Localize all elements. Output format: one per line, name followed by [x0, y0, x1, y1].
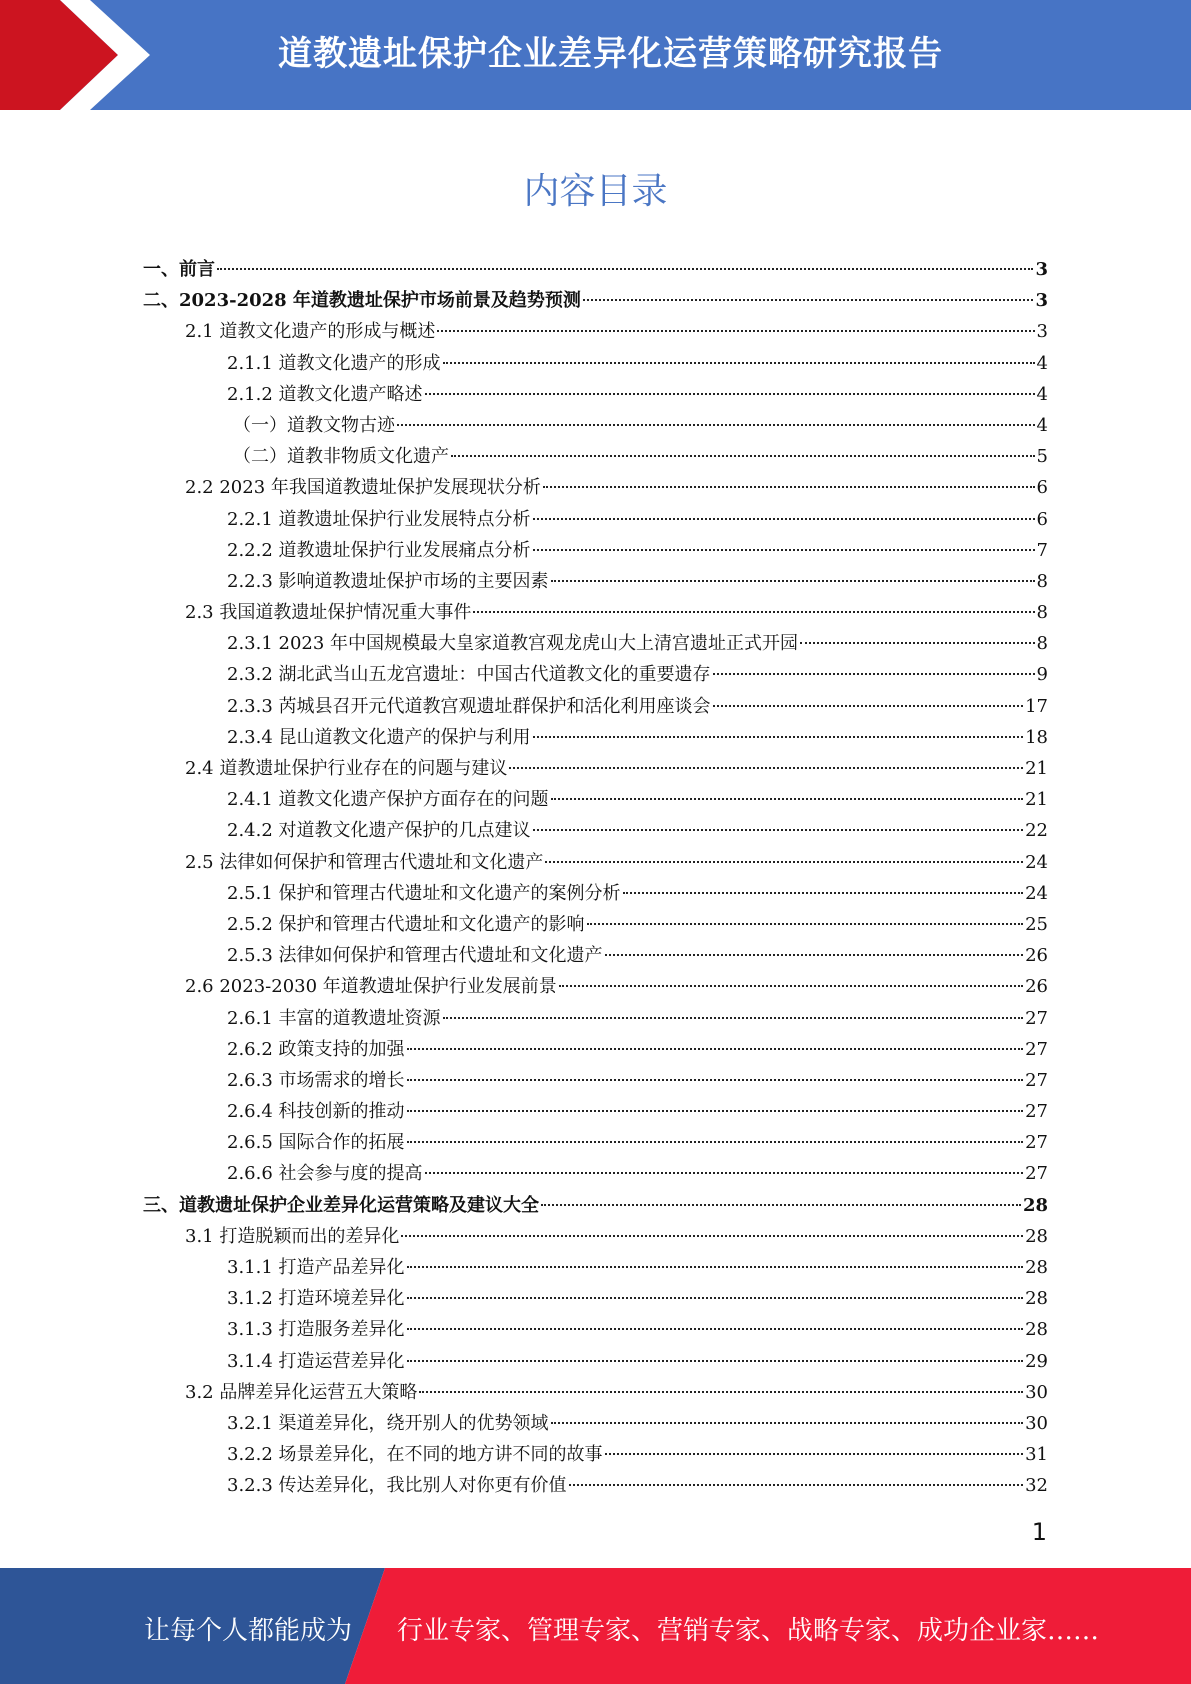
toc-entry-page: 28 — [1022, 1194, 1048, 1216]
toc-entry[interactable] — [143, 784, 1048, 815]
page-number: 1 — [1031, 1518, 1047, 1546]
toc-entry-page: 4 — [1036, 414, 1048, 436]
toc-entry[interactable] — [143, 971, 1048, 1002]
toc-title: 内容目录 — [523, 171, 668, 212]
toc-dot-leader — [425, 393, 1035, 395]
table-of-contents — [143, 254, 1048, 1502]
toc-entry[interactable] — [143, 254, 1048, 285]
toc-entry[interactable] — [143, 504, 1048, 535]
header-band — [0, 0, 1191, 110]
toc-dot-leader — [533, 829, 1024, 831]
toc-entry-page: 31 — [1025, 1444, 1048, 1466]
toc-entry-page: 26 — [1025, 945, 1048, 967]
footer-slogan-left: 让每个人都能成为 — [144, 1616, 353, 1646]
toc-entry-page: 7 — [1036, 539, 1048, 561]
toc-entry-page: 27 — [1025, 1007, 1048, 1029]
toc-dot-leader — [713, 673, 1035, 675]
toc-entry-page: 4 — [1036, 352, 1048, 374]
toc-entry[interactable] — [143, 1470, 1048, 1501]
toc-dot-leader — [623, 892, 1024, 894]
toc-entry-text: 2.5.2 保护和管理古代遗址和文化遗产的影响 — [227, 913, 585, 935]
toc-entry[interactable] — [143, 815, 1048, 846]
toc-entry-text: 二、2023-2028 年道教遗址保护市场前景及趋势预测 — [143, 290, 581, 312]
toc-entry-text: 2.3.4 昆山道教文化遗产的保护与利用 — [227, 726, 531, 748]
toc-entry-text: 2.4.1 道教文化遗产保护方面存在的问题 — [227, 789, 549, 811]
toc-dot-leader — [583, 299, 1034, 301]
toc-entry[interactable] — [143, 597, 1048, 628]
toc-dot-leader — [407, 1360, 1024, 1362]
toc-entry-page: 30 — [1025, 1381, 1048, 1403]
toc-entry-page: 28 — [1025, 1257, 1048, 1278]
toc-entry-text: 2.1.2 道教文化遗产略述 — [227, 383, 423, 405]
toc-dot-leader — [437, 330, 1034, 332]
toc-entry-text: 2.2.1 道教遗址保护行业发展特点分析 — [227, 508, 531, 530]
toc-entry[interactable] — [143, 1034, 1048, 1065]
toc-entry-page: 3 — [1035, 259, 1048, 280]
footer-band — [0, 1568, 1191, 1684]
toc-entry-text: 3.1.3 打造服务差异化 — [227, 1319, 405, 1341]
toc-entry-text: 2.5.3 法律如何保护和管理古代遗址和文化遗产 — [227, 945, 603, 967]
toc-entry[interactable] — [143, 691, 1048, 722]
toc-entry-text: 2.1 道教文化遗产的形成与概述 — [185, 321, 436, 343]
toc-dot-leader — [605, 1453, 1024, 1455]
toc-entry-text: 3.2.2 场景差异化，在不同的地方讲不同的故事 — [227, 1444, 603, 1466]
toc-entry-page: 18 — [1025, 726, 1048, 748]
toc-dot-leader — [451, 455, 1035, 457]
toc-entry-text: 2.6.2 政策支持的加强 — [227, 1038, 405, 1060]
toc-entry-page: 27 — [1025, 1038, 1048, 1060]
toc-entry[interactable] — [143, 1252, 1048, 1283]
toc-dot-leader — [419, 1391, 1023, 1393]
toc-entry-page: 27 — [1025, 1069, 1048, 1091]
toc-dot-leader — [569, 1484, 1024, 1486]
toc-entry-text: 2.3.2 湖北武当山五龙宫遗址：中国古代道教文化的重要遗存 — [227, 664, 711, 686]
toc-dot-leader — [217, 268, 1033, 270]
toc-entry[interactable] — [143, 1158, 1048, 1189]
toc-entry-page: 28 — [1025, 1288, 1048, 1310]
toc-entry[interactable] — [143, 316, 1048, 347]
toc-entry-page: 24 — [1025, 882, 1048, 904]
toc-entry[interactable] — [143, 1190, 1048, 1221]
toc-entry-text: 三、道教遗址保护企业差异化运营策略及建议大全 — [143, 1194, 539, 1216]
toc-entry[interactable] — [143, 878, 1048, 909]
toc-entry-text: 3.2 品牌差异化运营五大策略 — [185, 1381, 418, 1403]
toc-entry-text: 2.6.5 国际合作的拓展 — [227, 1132, 405, 1154]
toc-dot-leader — [541, 1204, 1021, 1206]
toc-entry-text: 2.6.3 市场需求的增长 — [227, 1069, 405, 1091]
toc-entry-page: 17 — [1025, 695, 1048, 717]
toc-dot-leader — [443, 1017, 1024, 1019]
toc-entry-text: 3.2.3 传达差异化，我比别人对你更有价值 — [227, 1475, 567, 1497]
toc-entry-text: 2.3.1 2023 年中国规模最大皇家道教宫观龙虎山大上清宫遗址正式开园 — [227, 633, 799, 655]
toc-entry[interactable] — [143, 940, 1048, 971]
toc-entry-page: 24 — [1025, 851, 1048, 873]
toc-entry-page: 32 — [1025, 1475, 1048, 1497]
toc-entry-text: 3.1.2 打造环境差异化 — [227, 1288, 405, 1310]
toc-dot-leader — [473, 611, 1034, 613]
toc-entry-text: 2.2.3 影响道教遗址保护市场的主要因素 — [227, 570, 549, 592]
toc-entry-page: 8 — [1036, 633, 1048, 655]
toc-entry-page: 9 — [1036, 664, 1048, 686]
toc-entry-text: 2.6 2023-2030 年道教遗址保护行业发展前景 — [185, 976, 557, 998]
toc-entry[interactable] — [143, 847, 1048, 878]
toc-entry[interactable] — [143, 566, 1048, 597]
footer-slogan-right: 行业专家、管理专家、营销专家、战略专家、成功企业家…… — [397, 1616, 1100, 1646]
toc-dot-leader — [443, 362, 1035, 364]
toc-entry-text: 2.6.4 科技创新的推动 — [227, 1101, 405, 1123]
toc-entry-page: 3 — [1035, 290, 1048, 312]
toc-dot-leader — [533, 549, 1035, 551]
toc-entry-page: 27 — [1025, 1163, 1048, 1185]
toc-dot-leader — [533, 518, 1035, 520]
toc-entry-text: 2.3.3 芮城县召开元代道教宫观遗址群保护和活化利用座谈会 — [227, 695, 711, 717]
toc-dot-leader — [545, 861, 1023, 863]
toc-dot-leader — [800, 642, 1034, 644]
toc-entry-text: 2.4.2 对道教文化遗产保护的几点建议 — [227, 820, 531, 842]
toc-entry[interactable] — [143, 379, 1048, 410]
toc-entry-page: 8 — [1036, 602, 1048, 624]
toc-entry-page: 26 — [1025, 976, 1048, 998]
toc-entry-page: 27 — [1025, 1101, 1048, 1123]
toc-entry[interactable] — [143, 1408, 1048, 1439]
toc-entry-text: 2.2.2 道教遗址保护行业发展痛点分析 — [227, 539, 531, 561]
toc-entry-page: 28 — [1025, 1319, 1048, 1341]
toc-entry[interactable] — [143, 722, 1048, 753]
toc-entry-page: 5 — [1036, 446, 1048, 468]
toc-entry-text: 2.3 我国道教遗址保护情况重大事件 — [185, 602, 472, 624]
toc-entry-page: 6 — [1036, 508, 1048, 530]
toc-dot-leader — [407, 1141, 1024, 1143]
toc-entry[interactable] — [143, 1314, 1048, 1345]
toc-entry[interactable] — [143, 628, 1048, 659]
toc-entry-page: 3 — [1036, 321, 1048, 343]
toc-entry-page: 25 — [1025, 913, 1048, 935]
toc-entry-text: 3.2.1 渠道差异化，绕开别人的优势领域 — [227, 1412, 549, 1434]
toc-dot-leader — [407, 1079, 1024, 1081]
toc-entry[interactable] — [143, 1377, 1048, 1408]
toc-entry[interactable] — [143, 753, 1048, 784]
toc-entry[interactable] — [143, 348, 1048, 379]
toc-dot-leader — [551, 1422, 1024, 1424]
toc-entry[interactable] — [143, 1439, 1048, 1470]
toc-dot-leader — [407, 1266, 1024, 1268]
toc-entry-text: （二）道教非物质文化遗产 — [233, 446, 449, 468]
toc-entry[interactable] — [143, 441, 1048, 472]
toc-entry-text: 一、前言 — [143, 259, 215, 280]
toc-entry-page: 21 — [1025, 789, 1048, 811]
toc-dot-leader — [425, 1172, 1024, 1174]
toc-entry-text: 2.4 道教遗址保护行业存在的问题与建议 — [185, 758, 508, 779]
toc-entry-page: 27 — [1025, 1132, 1048, 1154]
toc-entry-page: 28 — [1025, 1225, 1048, 1247]
toc-entry-text: 3.1 打造脱颖而出的差异化 — [185, 1225, 400, 1247]
toc-entry-text: 3.1.4 打造运营差异化 — [227, 1350, 405, 1372]
toc-entry[interactable] — [143, 1127, 1048, 1158]
toc-entry-page: 8 — [1036, 570, 1048, 592]
toc-entry-page: 22 — [1025, 820, 1048, 842]
toc-dot-leader — [551, 580, 1035, 582]
toc-dot-leader — [543, 486, 1035, 488]
toc-entry-page: 6 — [1036, 477, 1048, 499]
toc-entry[interactable] — [143, 410, 1048, 441]
toc-dot-leader — [509, 767, 1023, 769]
toc-entry[interactable] — [143, 659, 1048, 690]
toc-dot-leader — [551, 798, 1024, 800]
toc-entry[interactable] — [143, 285, 1048, 316]
toc-entry[interactable] — [143, 1065, 1048, 1096]
toc-dot-leader — [407, 1048, 1024, 1050]
toc-entry-page: 4 — [1036, 383, 1048, 405]
toc-entry-text: 2.1.1 道教文化遗产的形成 — [227, 352, 441, 374]
toc-entry-text: 2.6.1 丰富的道教遗址资源 — [227, 1007, 441, 1029]
toc-entry-page: 29 — [1025, 1350, 1048, 1372]
toc-entry[interactable] — [143, 1096, 1048, 1127]
toc-dot-leader — [407, 1110, 1024, 1112]
toc-entry[interactable] — [143, 1283, 1048, 1314]
toc-entry-text: （一）道教文物古迹 — [233, 414, 395, 436]
toc-dot-leader — [587, 923, 1024, 925]
toc-entry-text: 2.6.6 社会参与度的提高 — [227, 1163, 423, 1185]
toc-entry-text: 2.5.1 保护和管理古代遗址和文化遗产的案例分析 — [227, 882, 621, 904]
toc-dot-leader — [533, 736, 1024, 738]
toc-dot-leader — [397, 424, 1035, 426]
toc-entry-text: 2.2 2023 年我国道教遗址保护发展现状分析 — [185, 477, 541, 499]
toc-entry[interactable] — [143, 535, 1048, 566]
toc-entry-text: 3.1.1 打造产品差异化 — [227, 1257, 405, 1278]
toc-dot-leader — [559, 985, 1023, 987]
toc-entry[interactable] — [143, 1221, 1048, 1252]
toc-entry[interactable] — [143, 909, 1048, 940]
toc-entry-page: 21 — [1025, 758, 1048, 779]
toc-dot-leader — [407, 1328, 1024, 1330]
toc-dot-leader — [605, 954, 1024, 956]
toc-dot-leader — [401, 1235, 1023, 1237]
toc-dot-leader — [407, 1297, 1024, 1299]
toc-entry[interactable] — [143, 1003, 1048, 1034]
toc-dot-leader — [713, 705, 1024, 707]
report-title: 道教遗址保护企业差异化运营策略研究报告 — [278, 34, 943, 74]
toc-entry[interactable] — [143, 1346, 1048, 1377]
toc-entry-page: 30 — [1025, 1412, 1048, 1434]
toc-entry[interactable] — [143, 472, 1048, 503]
toc-entry-text: 2.5 法律如何保护和管理古代遗址和文化遗产 — [185, 851, 544, 873]
